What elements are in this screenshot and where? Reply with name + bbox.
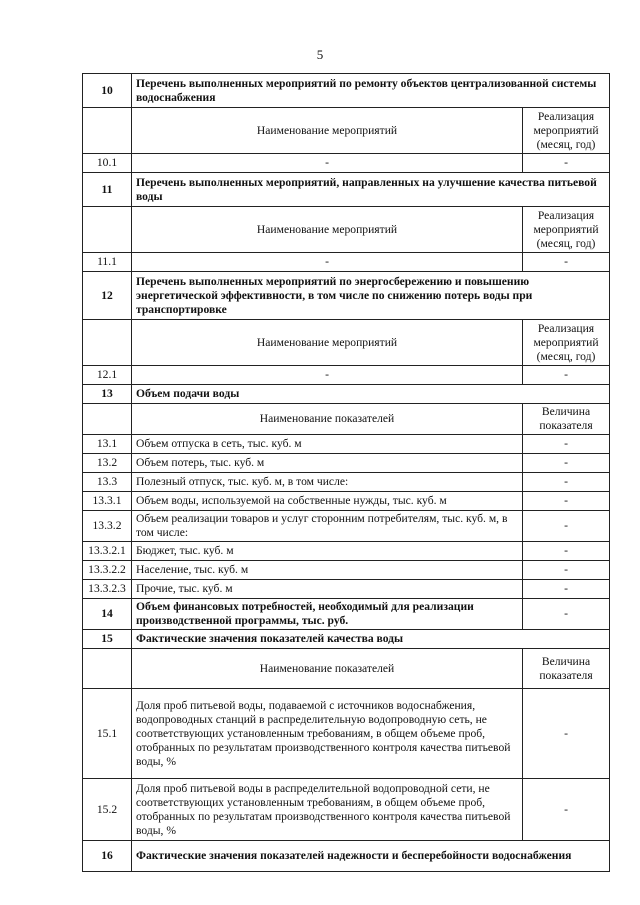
row-value: - (523, 599, 610, 630)
table-row (83, 454, 610, 473)
row-number: 11.1 (83, 253, 132, 272)
row-name: Объем потерь, тыс. куб. м (132, 454, 523, 473)
column-header-name: Наименование мероприятий (132, 108, 523, 154)
section-10-column-header (83, 108, 610, 154)
section-number: 14 (83, 599, 132, 630)
table-row (83, 561, 610, 580)
row-value: - (523, 580, 610, 599)
row-value: - (523, 366, 610, 385)
column-header-name: Наименование мероприятий (132, 207, 523, 253)
table-row (83, 154, 610, 173)
row-name: Объем отпуска в сеть, тыс. куб. м (132, 435, 523, 454)
column-header-name: Наименование показателей (132, 649, 523, 689)
table-row (83, 366, 610, 385)
empty-cell (83, 649, 132, 689)
table-row (83, 580, 610, 599)
section-title: Объем финансовых потребностей, необходимый для реализации производственной программы, тыс. руб. (132, 599, 523, 630)
row-number: 10.1 (83, 154, 132, 173)
table-row (83, 542, 610, 561)
row-name: Полезный отпуск, тыс. куб. м, в том числе: (132, 473, 523, 492)
row-name: Население, тыс. куб. м (132, 561, 523, 580)
table-row (83, 689, 610, 779)
row-name: Прочие, тыс. куб. м (132, 580, 523, 599)
row-value: - (523, 561, 610, 580)
section-number: 11 (83, 173, 132, 207)
row-name: Бюджет, тыс. куб. м (132, 542, 523, 561)
empty-cell (83, 108, 132, 154)
row-number: 13.3.1 (83, 492, 132, 511)
row-value: - (523, 542, 610, 561)
row-number: 13.3.2 (83, 511, 132, 542)
row-name: - (132, 366, 523, 385)
section-title: Перечень выполненных мероприятий по ремонту объектов централизованной системы водоснабжения (132, 74, 610, 108)
row-value: - (523, 435, 610, 454)
row-number: 15.2 (83, 779, 132, 841)
production-program-table (82, 73, 610, 872)
section-14-row (83, 599, 610, 630)
column-header-value: Величина показателя (523, 404, 610, 435)
section-13-header (83, 385, 610, 404)
row-number: 13.3 (83, 473, 132, 492)
row-number: 15.1 (83, 689, 132, 779)
row-number: 13.3.2.1 (83, 542, 132, 561)
row-number: 13.3.2.3 (83, 580, 132, 599)
table-row (83, 473, 610, 492)
row-name: Доля проб питьевой воды в распределительной водопроводной сети, не соответствующих установленным требованиям, в общем объеме проб, отобранных по результатам производственного контроля качества питьевой воды, % (132, 779, 523, 841)
section-number: 15 (83, 630, 132, 649)
column-header-name: Наименование показателей (132, 404, 523, 435)
row-number: 13.1 (83, 435, 132, 454)
section-title: Перечень выполненных мероприятий, направленных на улучшение качества питьевой воды (132, 173, 610, 207)
empty-cell (83, 320, 132, 366)
section-11-column-header (83, 207, 610, 253)
column-header-value: Реализация мероприятий (месяц, год) (523, 207, 610, 253)
row-value: - (523, 454, 610, 473)
section-number: 13 (83, 385, 132, 404)
section-title: Фактические значения показателей надежности и бесперебойности водоснабжения (132, 841, 610, 872)
table-row (83, 435, 610, 454)
page-number: 5 (316, 47, 324, 62)
column-header-value: Реализация мероприятий (месяц, год) (523, 320, 610, 366)
row-name: Доля проб питьевой воды, подаваемой с источников водоснабжения, водопроводных станций в распределительную водопроводную сеть, не соответствующих установленным требованиям, в общем объеме проб, отобранных по результатам производственного контроля качества питьевой воды, % (132, 689, 523, 779)
row-value: - (523, 779, 610, 841)
column-header-value: Величина показателя (523, 649, 610, 689)
row-number: 12.1 (83, 366, 132, 385)
section-12-header (83, 272, 610, 320)
section-number: 12 (83, 272, 132, 320)
section-title: Объем подачи воды (132, 385, 610, 404)
table-row (83, 492, 610, 511)
row-name: - (132, 154, 523, 173)
section-15-header (83, 630, 610, 649)
row-value: - (523, 253, 610, 272)
empty-cell (83, 404, 132, 435)
row-name: - (132, 253, 523, 272)
section-15-column-header (83, 649, 610, 689)
section-number: 10 (83, 74, 132, 108)
row-value: - (523, 473, 610, 492)
empty-cell (83, 207, 132, 253)
table-row (83, 511, 610, 542)
column-header-name: Наименование мероприятий (132, 320, 523, 366)
section-12-column-header (83, 320, 610, 366)
row-value: - (523, 154, 610, 173)
column-header-value: Реализация мероприятий (месяц, год) (523, 108, 610, 154)
section-title: Фактические значения показателей качества воды (132, 630, 610, 649)
section-11-header (83, 173, 610, 207)
table-row (83, 779, 610, 841)
row-number: 13.3.2.2 (83, 561, 132, 580)
row-value: - (523, 689, 610, 779)
row-value: - (523, 511, 610, 542)
table-row (83, 253, 610, 272)
row-name: Объем реализации товаров и услуг сторонним потребителям, тыс. куб. м, в том числе: (132, 511, 523, 542)
section-10-header (83, 74, 610, 108)
row-name: Объем воды, используемой на собственные нужды, тыс. куб. м (132, 492, 523, 511)
row-number: 13.2 (83, 454, 132, 473)
section-number: 16 (83, 841, 132, 872)
row-value: - (523, 492, 610, 511)
section-16-header (83, 841, 610, 872)
section-title: Перечень выполненных мероприятий по энергосбережению и повышению энергетической эффективности, в том числе по снижению потерь воды при транспортировке (132, 272, 610, 320)
section-13-column-header (83, 404, 610, 435)
